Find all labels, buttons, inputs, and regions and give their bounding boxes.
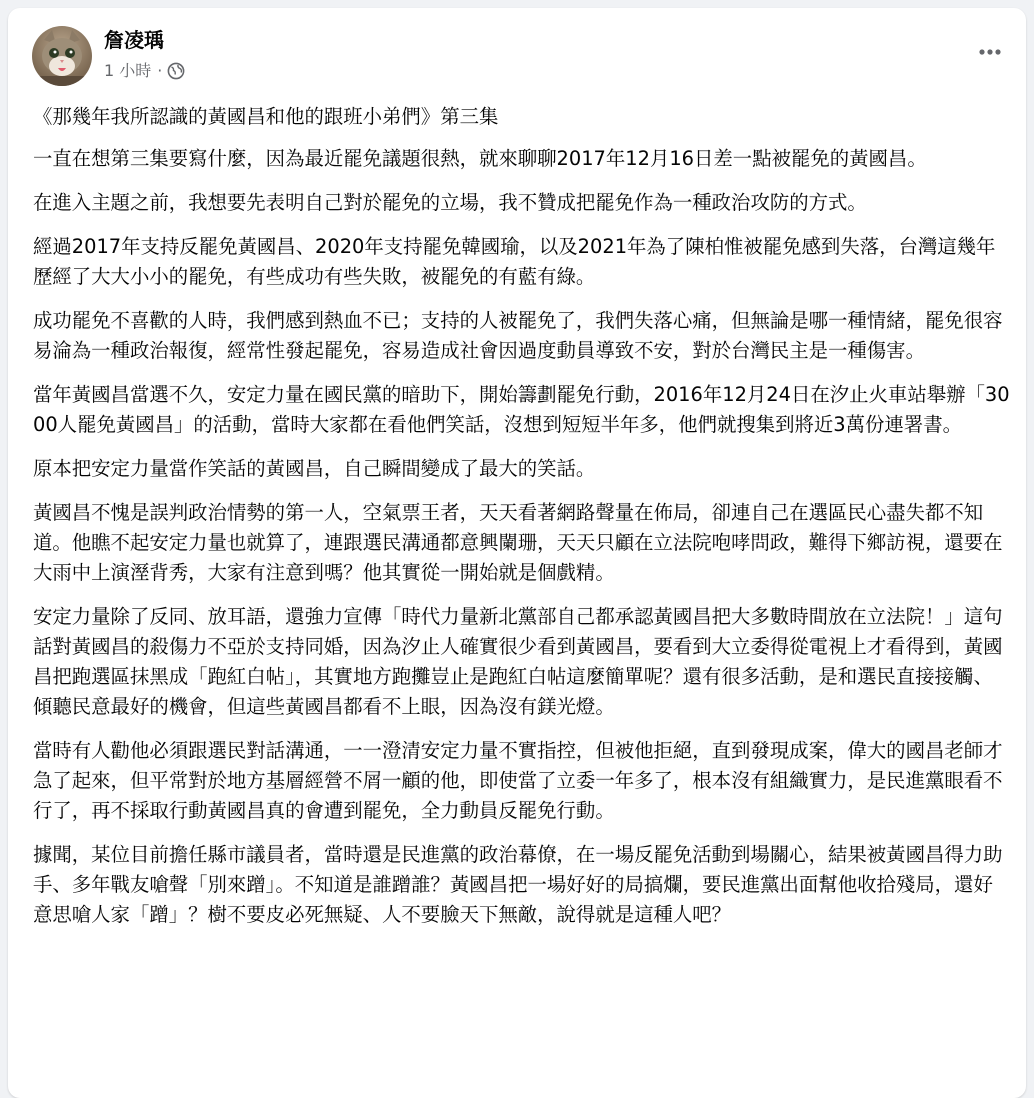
avatar[interactable] — [32, 26, 92, 86]
post-card — [8, 8, 1026, 1098]
post-paragraph: 在進入主題之前，我想要先表明自己對於罷免的立場，我不贊成把罷免作為一種政治攻防的方式。 — [33, 191, 867, 214]
post-paragraph: 當年黃國昌當選不久，安定力量在國民黨的暗助下，開始籌劃罷免行動，2016年12月24日在汐止火車站舉辦「3000人罷免黃國昌」的活動，當時大家都在看他們笑話，沒想到短短半年多，他們就搜集到將近3萬份連署書。 — [33, 383, 1010, 436]
post-meta — [104, 60, 185, 82]
post-paragraph: 成功罷免不喜歡的人時，我們感到熱血不已；支持的人被罷免了，我們失落心痛，但無論是哪一種情緒，罷免很容易淪為一種政治報復，經常性發起罷免，容易造成社會因過度動員導致不安，對於台灣民主是一種傷害。 — [33, 309, 1003, 362]
post-paragraph: 經過2017年支持反罷免黃國昌、2020年支持罷免韓國瑜，以及2021年為了陳柏惟被罷免感到失落，台灣這幾年歷經了大大小小的罷免，有些成功有些失敗，被罷免的有藍有綠。 — [33, 235, 996, 288]
post-paragraph: 當時有人勸他必須跟選民對話溝通，一一澄清安定力量不實指控，但被他拒絕，直到發現成案，偉大的國昌老師才急了起來，但平常對於地方基層經營不屑一顧的他，即使當了立委一年多了，根本沒有組織實力，是民進黨眼看不行了，再不採取行動黃國昌真的會遭到罷免，全力動員反罷免行動。 — [33, 739, 1003, 822]
more-options-button[interactable] — [970, 32, 1010, 72]
meta-separator: · — [157, 61, 163, 80]
post-paragraph: 安定力量除了反同、放耳語，還強力宣傳「時代力量新北黨部自己都承認黃國昌把大多數時間放在立法院！」這句話對黃國昌的殺傷力不亞於支持同婚，因為汐止人確實很少看到黃國昌，要看到大立委得從電視上才看得到，黃國昌把跑選區抹黑成「跑紅白帖」，其實地方跑攤豈止是跑紅白帖這麼簡單呢？還有很多活動，是和選民直接接觸、傾聽民意最好的機會，但這些黃國昌都看不上眼，因為沒有鎂光燈。 — [33, 605, 1003, 718]
post-title: 《那幾年我所認識的黃國昌和他的跟班小弟們》第三集 — [33, 105, 499, 128]
post-paragraph: 原本把安定力量當作笑話的黃國昌，自己瞬間變成了最大的笑話。 — [33, 457, 596, 480]
post-body — [33, 102, 1011, 944]
post-paragraph: 據聞，某位目前擔任縣市議員者，當時還是民進黨的政治幕僚，在一場反罷免活動到場關心，結果被黃國昌得力助手、多年戰友嗆聲「別來蹭」。不知道是誰蹭誰？黃國昌把一場好好的局搞爛，要民進黨出面幫他收拾殘局，還好意思嗆人家「蹭」？樹不要皮必死無疑、人不要臉天下無敵，說得就是這種人吧？ — [33, 843, 1003, 926]
more-horizontal-icon — [978, 48, 1002, 56]
post-timestamp[interactable]: 1 小時 — [104, 61, 152, 80]
globe-icon[interactable] — [167, 62, 185, 80]
post-paragraph: 黃國昌不愧是誤判政治情勢的第一人，空氣票王者，天天看著網路聲量在佈局，卻連自己在選區民心盡失都不知道。他瞧不起安定力量也就算了，連跟選民溝通都意興闌珊，天天只顧在立法院咆哮問政，難得下鄉訪視，還要在大雨中上演溼背秀，大家有注意到嗎？他其實從一開始就是個戲精。 — [33, 501, 1003, 584]
cat-avatar-icon — [32, 26, 92, 86]
author-name[interactable]: 詹凌瑀 — [104, 28, 164, 52]
post-header — [8, 8, 1026, 98]
post-paragraph: 一直在想第三集要寫什麼，因為最近罷免議題很熱，就來聊聊2017年12月16日差一點被罷免的黃國昌。 — [33, 147, 927, 170]
